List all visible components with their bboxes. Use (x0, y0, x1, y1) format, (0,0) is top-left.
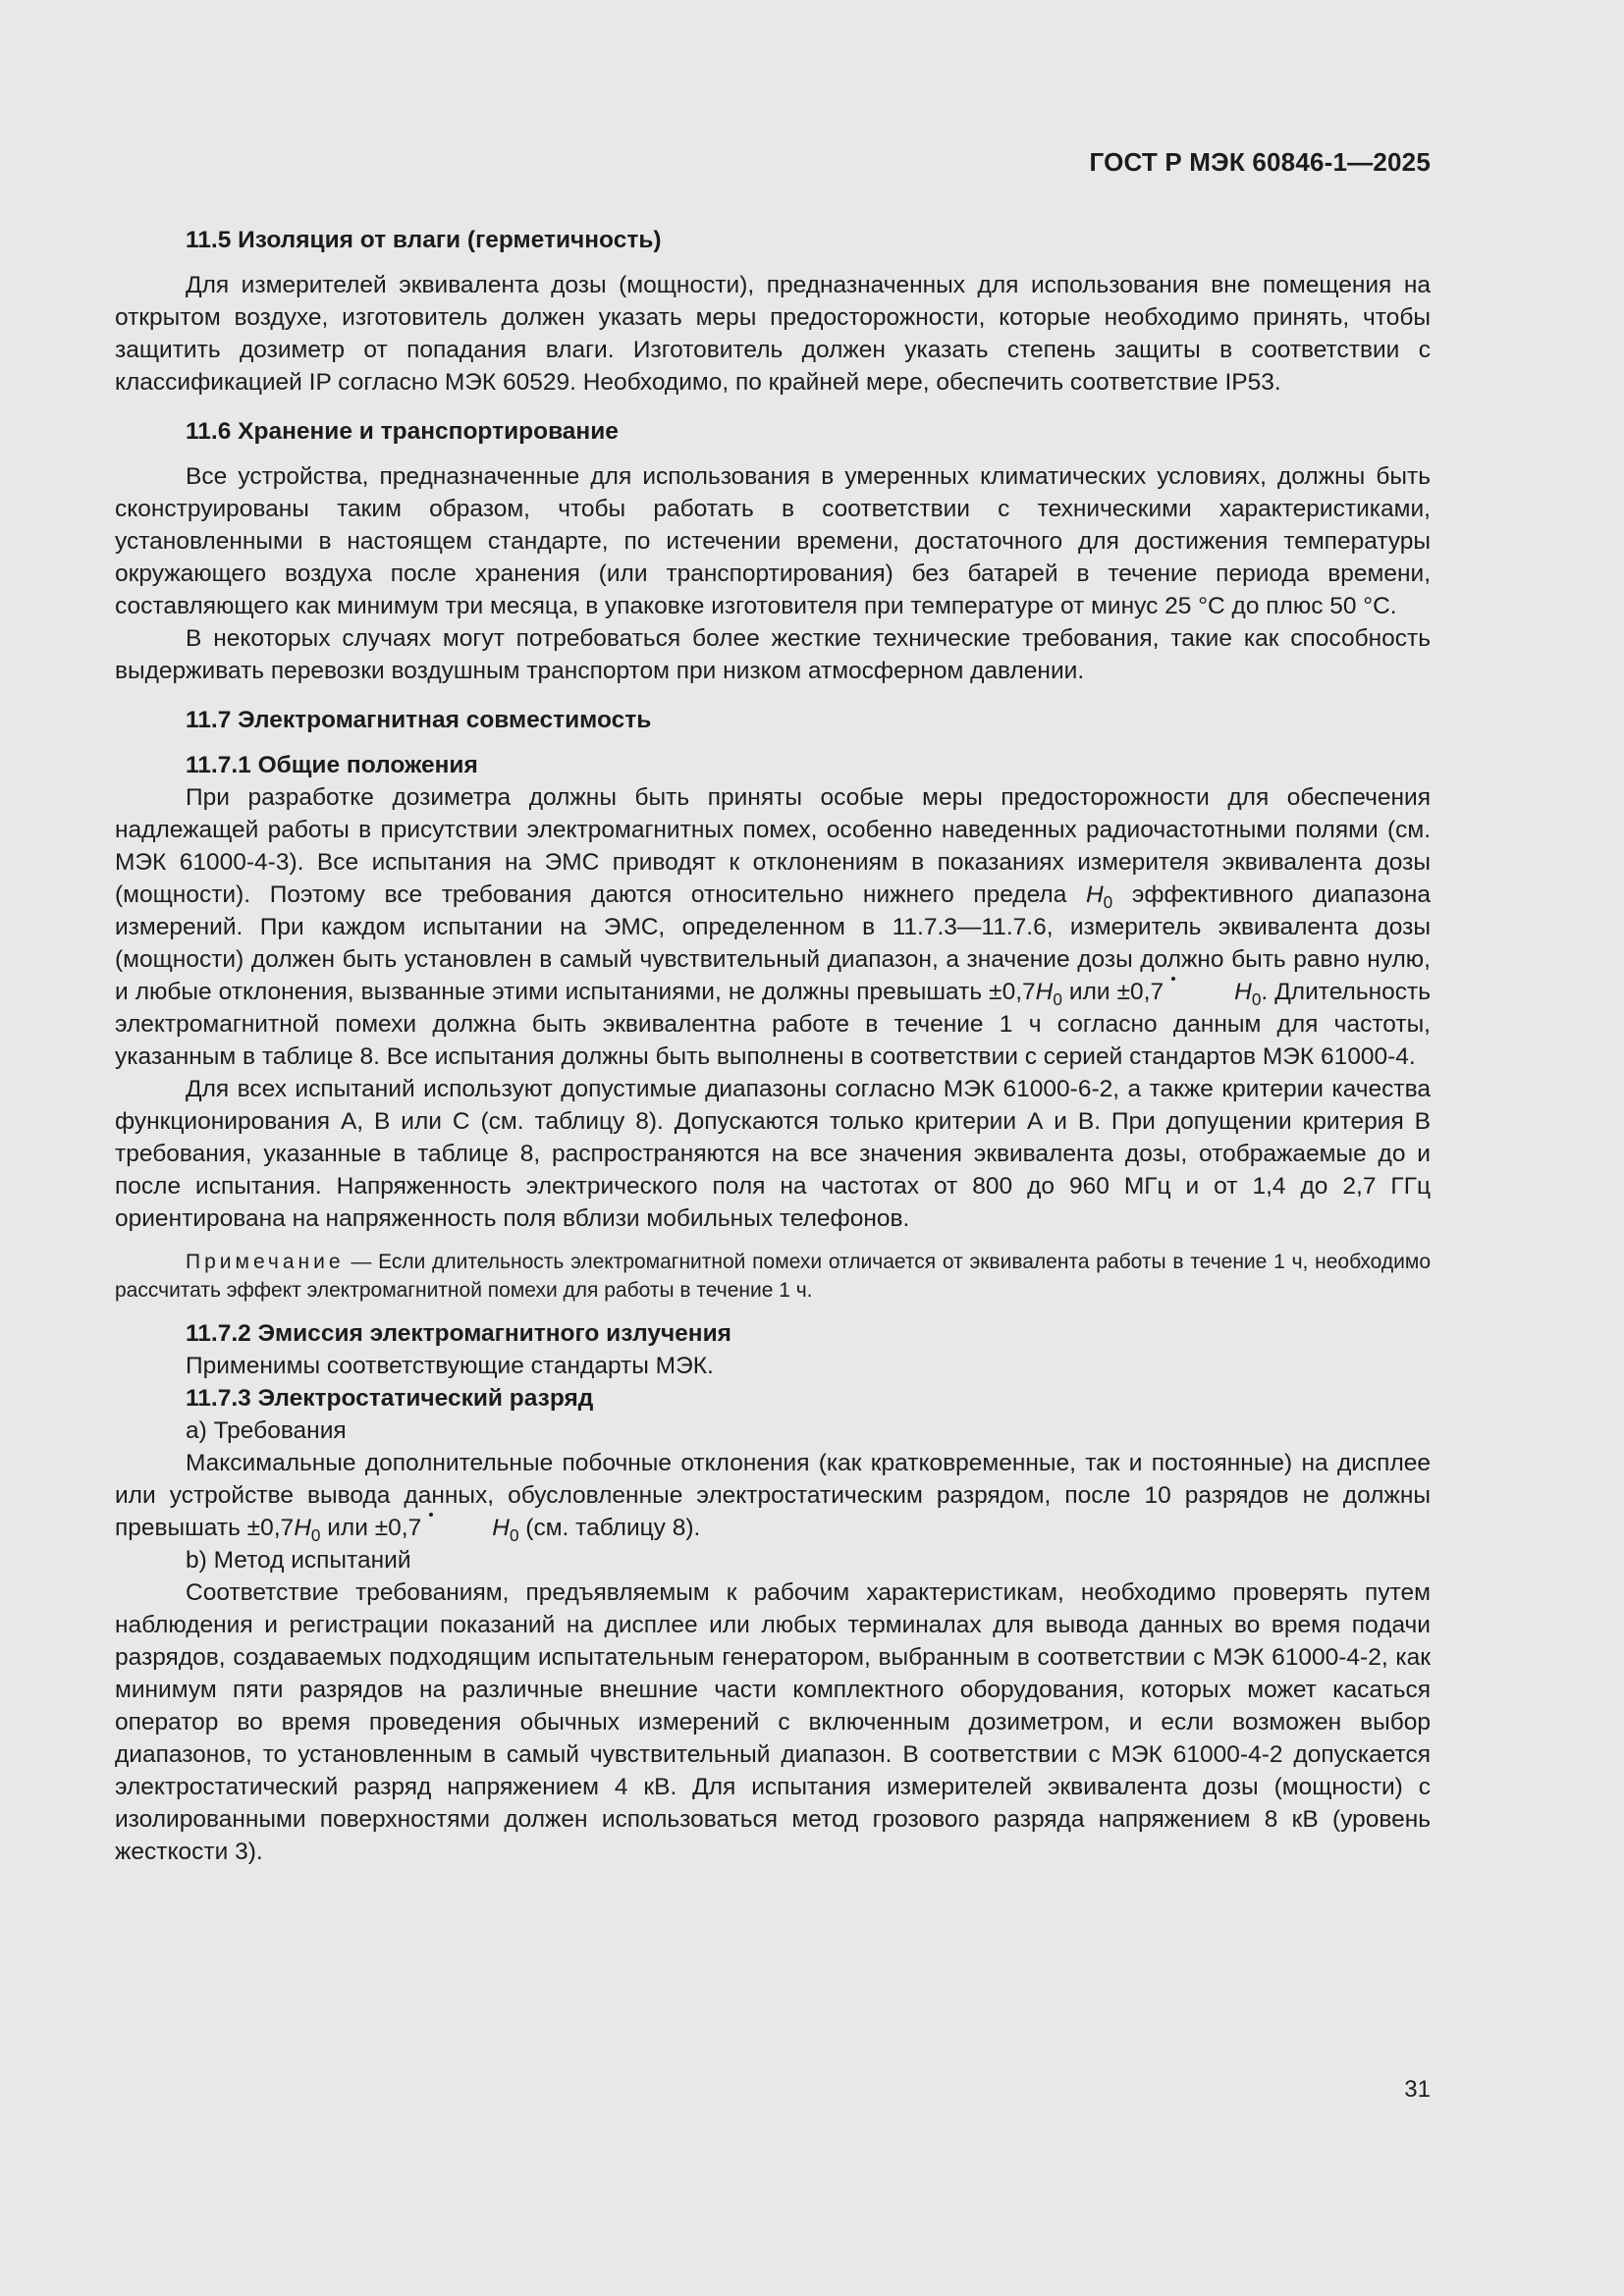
section-11-7-2-paragraph: Применимы соответствующие стандарты МЭК. (186, 1353, 714, 1379)
section-11-7-1-title: 11.7.1 Общие положения (186, 752, 478, 778)
section-11-5-title: 11.5 Изоляция от влаги (герметичность) (186, 227, 662, 253)
subscript-zero: 0 (1103, 892, 1113, 912)
section-11-7-2-title: 11.7.2 Эмиссия электромагнитного излучения (186, 1320, 731, 1347)
subscript-zero: 0 (1053, 989, 1062, 1009)
subscript-zero: 0 (310, 1525, 321, 1545)
symbol-h0-dot: H (1164, 976, 1252, 1008)
item-b-test-method: b) Метод испытаний (186, 1547, 411, 1574)
symbol-h0: H (294, 1515, 311, 1541)
text-run: При разработке дозиметра должны быть приняты особые меры предосторожности для обеспечения надлежащей работы в присутствии электромагнитных помех, особенно наведенных радиочастотными полями (см. МЭК 61000-4-3). Все испытания на ЭМС приводят к отклонениям в показаниях измерителя эквивалента дозы (мощности). Поэтому все требования даются относительно нижнего предела (115, 784, 1431, 908)
text-run: или ±0,7 (1061, 979, 1164, 1005)
page-number: 31 (1404, 2076, 1431, 2103)
section-11-7-3-title: 11.7.3 Электростатический разряд (186, 1385, 594, 1412)
text-run: (см. таблицу 8). (518, 1515, 701, 1541)
symbol-h0: H (1035, 979, 1054, 1005)
subscript-zero: 0 (509, 1525, 519, 1545)
page-content (115, 224, 1431, 1868)
section-11-7-1-paragraph-2: Для всех испытаний используют допустимые диапазоны согласно МЭК 61000-6-2, а также критерии качества функционирования А, В или С (см. таблицу 8). Допускаются только критерии А и В. При допущении критерия В требования, указанные в таблице 8, распространяются на все значения эквивалента дозы, отображаемые до и после испытания. Напряженность электрического поля на частотах от 800 до 960 МГц и от 1,4 до 2,7 ГГц ориентирована на напряженность поля вблизи мобильных телефонов. (115, 1076, 1431, 1232)
text-run: или ±0,7 (320, 1515, 422, 1541)
note-text: — Если длительность электромагнитной помехи отличается от эквивалента работы в течение 1 ч, необходимо рассчитать эффект электромагнитной помехи для работы в течение 1 ч. (115, 1251, 1431, 1302)
text-run: . Длительность электромагнитной помехи должна быть эквивалентна работе в течение 1 ч согласно данным для частоты, указанным в таблице 8. Все испытания должны быть выполнены в соответствии с серией стандартов МЭК 61000-4. (115, 979, 1431, 1070)
section-11-7-title: 11.7 Электромагнитная совместимость (186, 707, 652, 733)
note (115, 1248, 1431, 1305)
section-11-6-paragraph-1: Все устройства, предназначенные для использования в умеренных климатических условиях, должны быть сконструированы таким образом, чтобы работать в соответствии с техническими характеристиками, установленными в настоящем стандарте, по истечении времени, достаточного для достижения температуры окружающего воздуха после хранения (или транспортирования) без батарей в течение периода времени, составляющего как минимум три месяца, в упаковке изготовителя при температуре от минус 25 °С до плюс 50 °С. (115, 463, 1431, 619)
item-a-requirements: a) Требования (186, 1417, 347, 1444)
note-label: Примечание (186, 1251, 345, 1273)
text-run: эффективного диапазона измерений. При каждом испытании на ЭМС, определенном в 11.7.3—11.7.6, измеритель эквивалента дозы (мощности) должен быть установлен в самый чувствительный диапазон, а значение дозы должно быть равно нулю, и любые отклонения, вызванные этими испытаниями, не должны превышать ±0,7 (115, 881, 1431, 1005)
item-a-paragraph (115, 1447, 1431, 1544)
symbol-h0: H (1085, 881, 1104, 908)
document-code-header: ГОСТ Р МЭК 60846-1—2025 (1089, 147, 1431, 177)
section-11-7-1-paragraph-1 (115, 781, 1431, 1073)
section-11-6-paragraph-2: В некоторых случаях могут потребоваться более жесткие технические требования, такие как способность выдерживать перевозки воздушным транспортом при низком атмосферном давлении. (115, 625, 1431, 684)
section-11-6-title: 11.6 Хранение и транспортирование (186, 418, 619, 445)
symbol-h0-dot: H (421, 1512, 510, 1544)
subscript-zero: 0 (1251, 989, 1262, 1009)
text-run: Максимальные дополнительные побочные отклонения (как кратковременные, так и постоянные) на дисплее или устройстве вывода данных, обусловленные электростатическим разрядом, после 10 разрядов не должны превышать ±0,7 (115, 1450, 1431, 1541)
item-b-paragraph: Соответствие требованиям, предъявляемым к рабочим характеристикам, необходимо проверять путем наблюдения и регистрации показаний на дисплее или любых терминалах для вывода данных во время подачи разрядов, создаваемых подходящим испытательным генератором, выбранным в соответствии с МЭК 61000-4-2, как минимум пяти разрядов на различные внешние части комплектного оборудования, которых может касаться оператор во время проведения обычных измерений с включенным дозиметром, и если возможен выбор диапазонов, то установленным в самый чувствительный диапазон. В соответствии с МЭК 61000-4-2 допускается электростатический разряд напряжением 4 кВ. Для испытания измерителей эквивалента дозы (мощности) с изолированными поверхностями должен использоваться метод грозового разряда напряжением 8 кВ (уровень жесткости 3). (115, 1579, 1431, 1865)
section-11-5-paragraph: Для измерителей эквивалента дозы (мощности), предназначенных для использования вне помещения на открытом воздухе, изготовитель должен указать меры предосторожности, которые необходимо принять, чтобы защитить дозиметр от попадания влаги. Изготовитель должен указать степень защиты в соответствии с классификацией IP согласно МЭК 60529. Необходимо, по крайней мере, обеспечить соответствие IP53. (115, 272, 1431, 396)
